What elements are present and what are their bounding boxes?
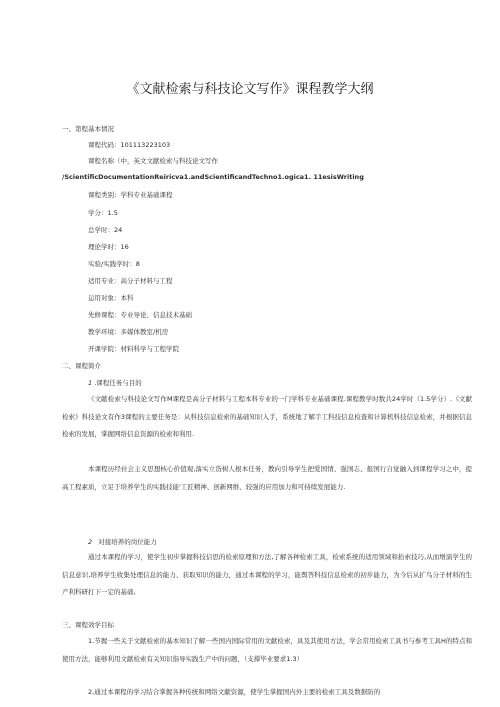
objective-1-paragraph: 1.节握一些关于文献检索的基本知识了解一些国内国际常用的文献检索，具及其使用方法，学会常用检索工具书与参考工具H的特点和使用方法，能够利用文献检索有关知识指导实践生产中的问题，（支撑毕业要求1.3） [62, 637, 472, 663]
subsection-2-2 [88, 538, 157, 547]
ability-paragraph: 通过本课程的学习，使学生初步掌握科技信思的检索原理和方法,了解各种检索工具，检索系统的适用领域和抬索技巧,从而增演学生的信息意识,培养学生收集处理信息的能力、获取知识的能力，通过本课程的学习，能舆答科技信息检索的初步能力，为今后从扩鸟分子材料的生产利科研打下一定的基础, [62, 553, 472, 596]
document-title: 《文献检索与科技论文写作》课程教学大纲 [126, 82, 374, 97]
section-1-heading: 一、第程基本情况 [62, 125, 114, 133]
theory-hours: 理论学时：16 [88, 243, 129, 251]
subsection-2-2-number: 2 [88, 538, 93, 546]
course-credits: 学分：1.5 [88, 209, 118, 217]
course-category: 课程类别：学科专业基础课程 [88, 191, 173, 199]
subsection-2-1 [88, 379, 142, 388]
ideology-paragraph: 本课程历经社会主义思想核心价值观,落实立货树人根本任务，教向引导学生把爱国情、强国志、报国行自觉融入到课程学习之中，提高工程素质，立足于培养学生的实践技能'工匠精神、创新网维、较强的应用加力和可持续发展能力. [62, 465, 472, 491]
course-name-en: /ScientificDocumentationReiricva1.andScientificandTechno1.ogica1. 11esisWriting [62, 173, 364, 181]
section-2-heading: 二、课程简介 [62, 362, 101, 370]
section-3-heading: 三、课程效学目标 [62, 621, 114, 629]
offering-college: 开课学院：材料科学与工程学院 [88, 345, 179, 353]
course-name-cn: 课程名称（中，英文文献检索与科技论文写作 [88, 157, 218, 165]
objective-2-paragraph: 2,通过本课程的学习结合掌握各种传统和网络文献资源，使学生掌握国内外主要的检索工具及数据防的 [88, 688, 381, 696]
total-hours: 总学时：24 [88, 226, 123, 234]
subsection-2-2-label: 对接培养的岗位能力 [98, 538, 157, 546]
lab-hours: 实验/实践学时：8 [88, 260, 140, 268]
prerequisites: 先修课程：专业导论、信息技术基础 [88, 311, 192, 319]
target-audience: 运用对象：本科 [88, 294, 134, 302]
teaching-environment: 教学环境：多媒体教室/机房 [88, 328, 169, 336]
subsection-2-1-label: .课程任务与目的 [94, 379, 142, 387]
course-code: 课程代码：101113223103 [88, 141, 171, 149]
course-intro-paragraph: 《文献检索与科技论文写作M课程是高分子材料与工程本科专业的一门学科专业基础课程.课程教学时数共24学时（1.5学分）.《文献检索》科技论文有作3课程的主要任务是：从科技信息检索的基础知识入手，系统地了解手工科技信息检査和计算机科技信息检索，并根据信息检索的发展，掌握网络信息资源的检索和利用. [62, 395, 472, 438]
applicable-major: 适用专业：高分子材料与工程 [88, 277, 173, 285]
subsection-2-1-number: 1 [88, 379, 93, 387]
